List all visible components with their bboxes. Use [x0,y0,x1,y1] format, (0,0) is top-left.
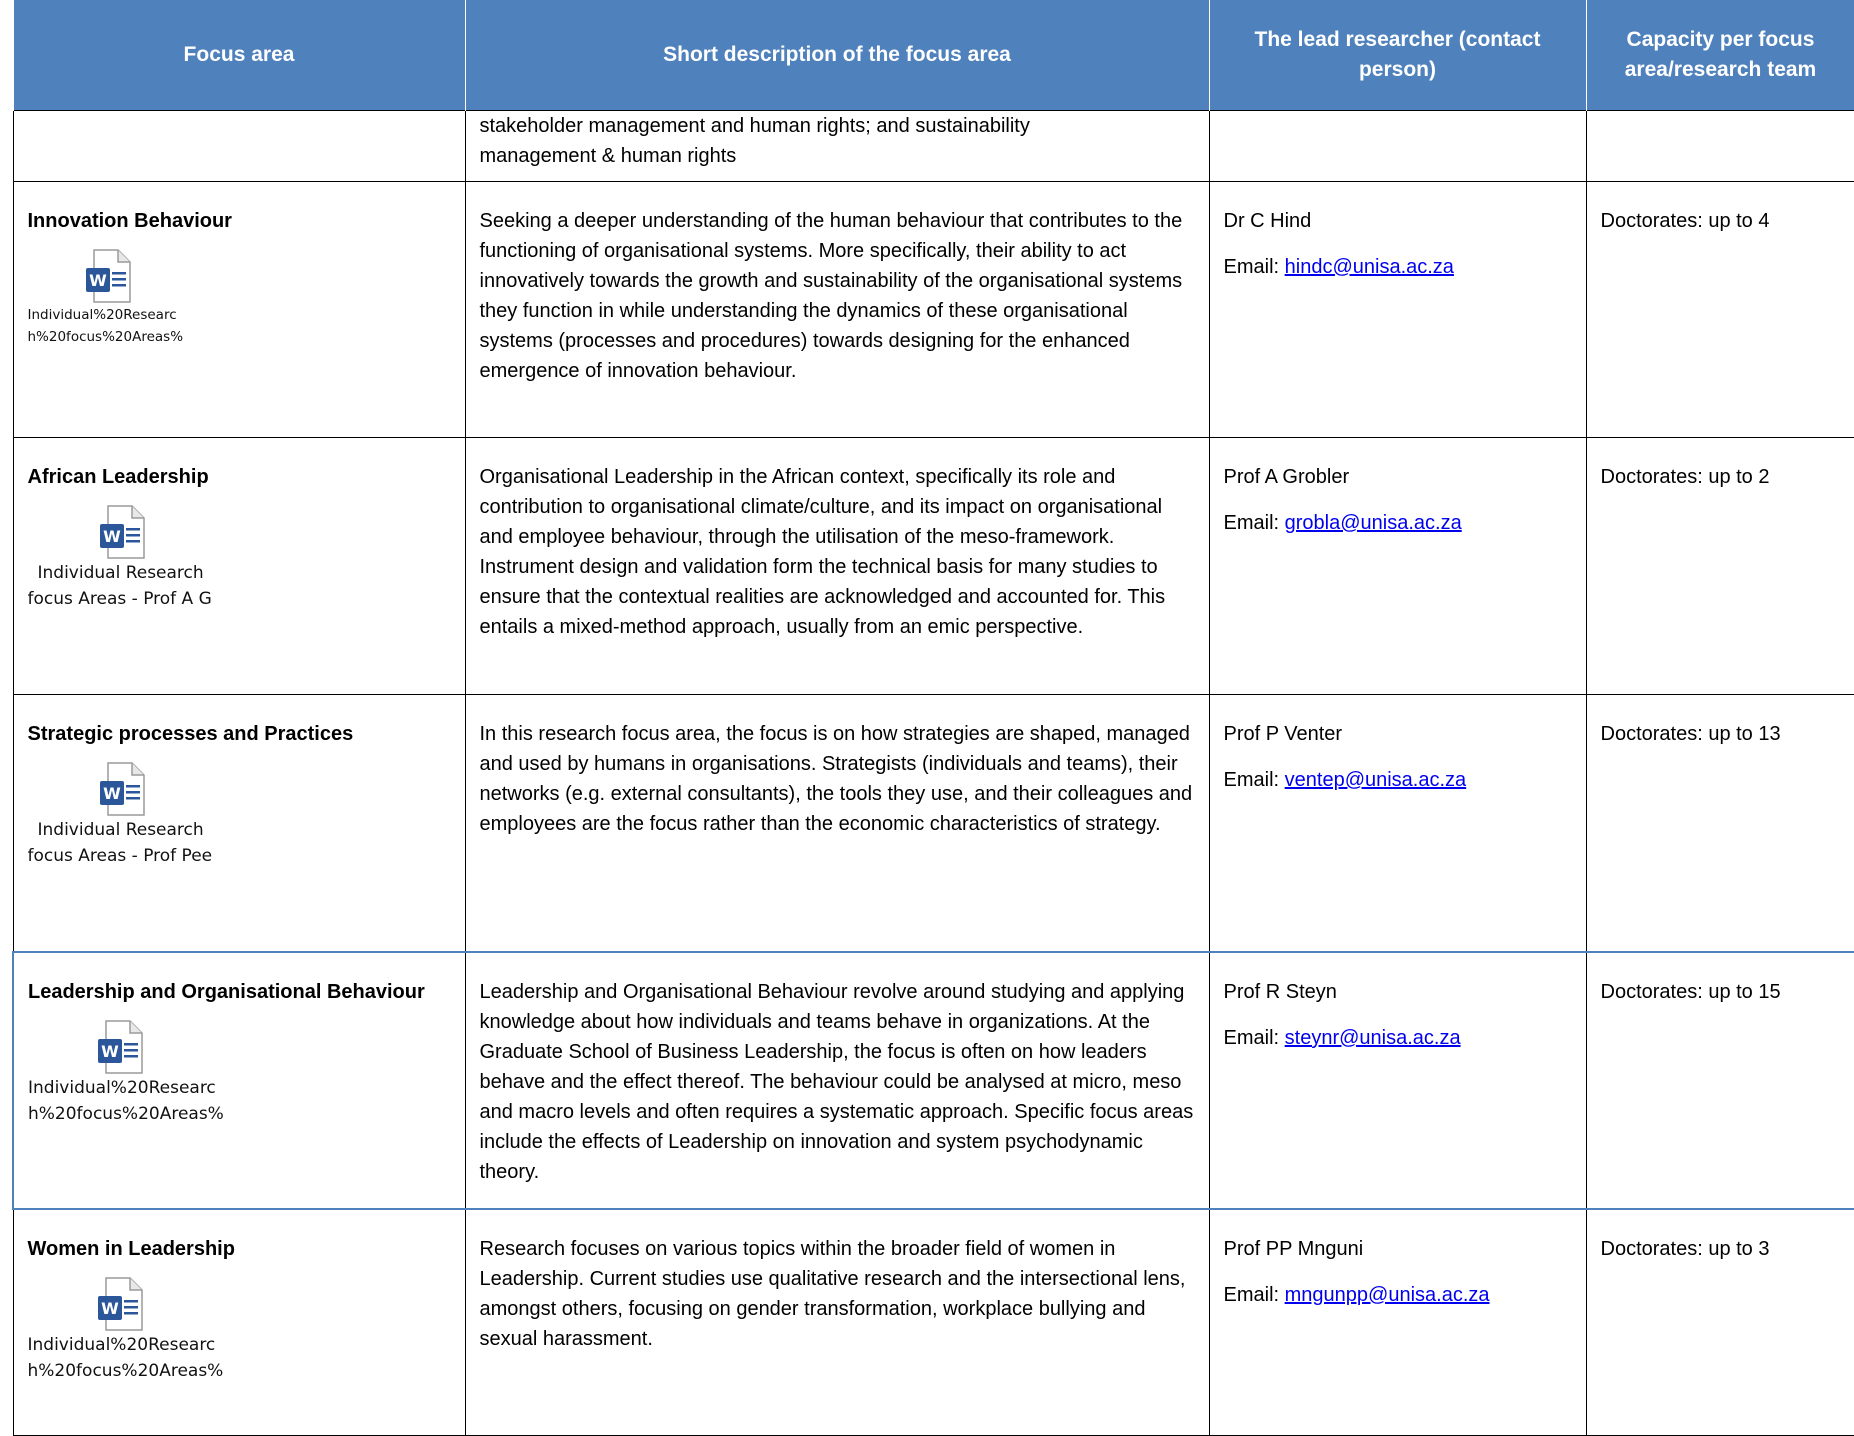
focus-area-name: Strategic processes and Practices [27,723,354,745]
email-link[interactable]: grobla@unisa.ac.za [1284,512,1462,534]
description-cell [465,952,1209,1209]
focus-areas-table-container [12,0,1854,1436]
focus-area-description: Research focuses on various topics within the broader field of women in Leadership. Current studies use qualitative research and the intersectional lens, amongst others, focusing on gender transformation, workplace bullying and sexual harassment. [479,1238,1186,1350]
attachment-caption: Individual Research [37,563,204,583]
lead-researcher-cell [1209,438,1586,695]
attachment-caption: focus Areas - Prof A G [27,589,212,609]
capacity-value: Doctorates: up to 15 [1600,981,1781,1003]
focus-area-description: Leadership and Organisational Behaviour revolve around studying and applying knowledge about how individuals and teams behave in organizations. At the Graduate School of Business Leadership, the focus is often on how leaders behave and the effect thereof. The behaviour could be analysed at micro, meso and macro levels and often requires a systematic approach. Specific focus areas include the effects of Leadership on innovation and system psychodynamic theory. [479,981,1194,1183]
capacity-cell [1586,1209,1854,1436]
header-focus-area: Focus area [13,0,465,111]
capacity-value: Doctorates: up to 2 [1600,466,1770,488]
capacity-value: Doctorates: up to 4 [1600,210,1770,232]
word-document-icon [84,248,132,304]
email-link[interactable]: ventep@unisa.ac.za [1284,769,1467,791]
svg-text:W: W [101,1042,119,1061]
lead-researcher-name: Prof A Grobler [1223,466,1350,488]
focus-area-cell [13,1209,465,1436]
focus-area-description: In this research focus area, the focus is on how strategies are shaped, managed and used by humans in organisations. Strategists (individuals and teams), their networks (e.g. external consultants), the tools they use, and their colleagues and employees are the focus rather than the economic characteristics of strategy. [479,723,1193,835]
focus-areas-table [12,0,1854,1436]
attachment-caption: Individual%20Researc [27,307,177,323]
table-header-row [13,0,1854,111]
word-document-icon [98,761,146,817]
continued-description-line: stakeholder management and human rights; and sustainability [479,115,1030,137]
word-attachment[interactable] [28,1276,451,1384]
email-label: Email: [1223,512,1280,534]
focus-area-name: African Leadership [27,466,209,488]
lead-researcher-name: Prof PP Mnguni [1223,1238,1364,1260]
header-lead-researcher: The lead researcher (contact person) [1209,0,1586,111]
focus-area-description: Seeking a deeper understanding of the human behaviour that contributes to the functioning of organisational systems. More specifically, their ability to act innovatively towards the growth and sustainability of the organisational systems they function in while understanding the dynamics of these organisational systems (processes and procedures) towards designing for the enhanced emergence of innovation behaviour. [479,210,1183,382]
attachment-caption: focus Areas - Prof Pee [27,846,213,866]
email-line [1224,252,1572,282]
table-row-continued [13,111,1854,182]
table-row [13,695,1854,953]
email-line [1224,765,1572,795]
capacity-cell [1586,695,1854,953]
lead-researcher-cell [1209,952,1586,1209]
email-label: Email: [1223,769,1280,791]
capacity-cell [1586,182,1854,438]
email-label: Email: [1223,256,1280,278]
focus-area-name: Women in Leadership [27,1238,235,1260]
word-document-icon [96,1019,144,1075]
word-document-icon [98,504,146,560]
focus-area-cell [13,952,465,1209]
word-attachment[interactable] [28,248,451,348]
focus-area-name: Leadership and Organisational Behaviour [28,981,425,1003]
svg-text:W: W [102,784,121,803]
description-cell [465,695,1209,953]
header-capacity: Capacity per focus area/research team [1586,0,1854,111]
email-label: Email: [1223,1027,1280,1049]
attachment-caption: h%20focus%20Areas% [27,1361,224,1381]
attachment-caption: Individual%20Researc [27,1335,216,1355]
attachment-caption: Individual Research [37,820,204,840]
description-cell [465,438,1209,695]
table-row [13,438,1854,695]
continued-description-line: management & human rights [479,145,737,167]
table-row [13,182,1854,438]
description-cell [465,182,1209,438]
email-link[interactable]: mngunpp@unisa.ac.za [1284,1284,1490,1306]
table-row [13,952,1854,1209]
word-attachment[interactable] [28,504,451,612]
svg-text:W: W [100,1299,119,1318]
capacity-value: Doctorates: up to 3 [1600,1238,1770,1260]
table-row [13,1209,1854,1436]
continued-focus-cell [13,111,465,182]
focus-area-name: Innovation Behaviour [27,210,232,232]
lead-researcher-name: Dr C Hind [1223,210,1312,232]
focus-area-cell [13,438,465,695]
lead-researcher-cell [1209,182,1586,438]
focus-area-cell [13,695,465,953]
continued-description-cell [465,111,1209,182]
attachment-caption: h%20focus%20Areas% [27,329,184,345]
capacity-value: Doctorates: up to 13 [1600,723,1781,745]
email-line [1224,1280,1572,1310]
email-line [1224,1023,1572,1053]
focus-area-description: Organisational Leadership in the African context, specifically its role and contribution to organisational climate/culture, and its impact on organisational and employee behaviour, through the utilisation of the meso-framework. Instrument design and validation form the technical basis for many studies to ensure that the contextual realities are acknowledged and accounted for. This entails a mixed-method approach, usually from an emic perspective. [479,466,1166,638]
description-cell [465,1209,1209,1436]
lead-researcher-cell [1209,1209,1586,1436]
attachment-caption: h%20focus%20Areas% [28,1104,224,1124]
header-description: Short description of the focus area [465,0,1209,111]
email-label: Email: [1223,1284,1280,1306]
email-link[interactable]: hindc@unisa.ac.za [1284,256,1454,278]
svg-text:W: W [102,527,121,546]
word-attachment[interactable] [28,761,451,869]
continued-capacity-cell [1586,111,1854,182]
lead-researcher-cell [1209,695,1586,953]
email-line [1224,508,1572,538]
lead-researcher-name: Prof R Steyn [1223,981,1337,1003]
attachment-caption: Individual%20Researc [28,1078,216,1098]
word-attachment[interactable] [28,1019,451,1127]
lead-researcher-name: Prof P Venter [1223,723,1343,745]
capacity-cell [1586,952,1854,1209]
email-link[interactable]: steynr@unisa.ac.za [1284,1027,1461,1049]
word-document-icon [96,1276,144,1332]
continued-lead-cell [1209,111,1586,182]
svg-text:W: W [88,271,107,290]
capacity-cell [1586,438,1854,695]
focus-area-cell [13,182,465,438]
